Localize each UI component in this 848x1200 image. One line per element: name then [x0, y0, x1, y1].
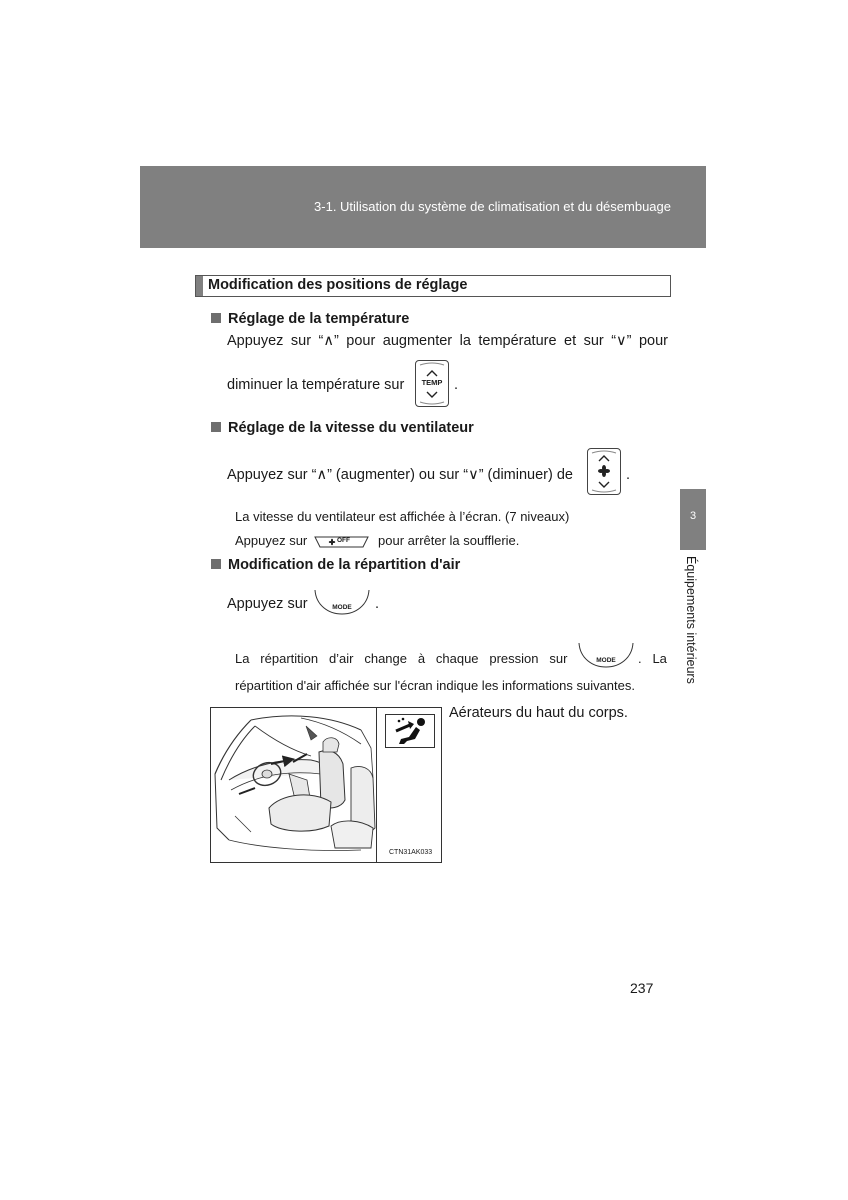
square-bullet-icon — [211, 422, 221, 432]
fan-speed-button[interactable] — [587, 448, 621, 495]
section-marker — [196, 276, 203, 296]
chevron-up-icon — [427, 371, 437, 376]
chapter-side-label-text: Équipements intérieurs — [684, 556, 698, 684]
air-heading-text: Modification de la répartition d'air — [228, 557, 461, 573]
off-button-label: OFF — [337, 537, 350, 544]
upper-body-vent-icon — [385, 714, 435, 748]
temp-button-label: TEMP — [421, 378, 443, 387]
chevron-down-icon — [599, 482, 609, 487]
temp-button[interactable] — [415, 360, 449, 407]
mode-button-inline[interactable] — [578, 642, 634, 668]
fan-line1: Appuyez sur “∧” (augmenter) ou sur “∨” (diminuer) de — [227, 467, 573, 483]
air-note-line2: répartition d'air affichée sur l'écran indique les informations suivantes. — [235, 678, 635, 693]
chevron-down-icon — [427, 392, 437, 397]
temperature-line2-end: . — [454, 377, 459, 393]
figure-code: CTN31AK033 — [389, 849, 433, 856]
chevron-up-icon — [599, 456, 609, 461]
temperature-line1: Appuyez sur “∧” pour augmenter la température et sur “∨” pour — [227, 333, 668, 349]
breadcrumb: 3-1. Utilisation du système de climatisation et du désembuage — [314, 199, 671, 214]
page-number: 237 — [630, 980, 654, 996]
air-note-line1 — [235, 651, 567, 666]
chapter-header — [140, 166, 706, 248]
chapter-tab-number: 3 — [689, 510, 697, 522]
fan-heading — [211, 420, 474, 436]
fan-line1-end: . — [626, 467, 631, 483]
section-title-box — [195, 275, 671, 297]
fan-note-off — [235, 533, 307, 548]
fan-heading-text: Réglage de la vitesse du ventilateur — [228, 420, 474, 436]
temperature-heading-text: Réglage de la température — [228, 311, 410, 327]
air-note-line1-after: . La — [638, 651, 667, 666]
fan-icon — [598, 465, 610, 477]
air-note-line1-before: La répartition d’air change à chaque pression sur — [235, 651, 568, 666]
square-bullet-icon — [211, 313, 221, 323]
mode-button[interactable] — [314, 589, 370, 615]
air-heading — [211, 557, 460, 573]
chapter-tab[interactable] — [680, 489, 706, 550]
mode-button-label: MODE — [332, 604, 352, 611]
square-bullet-icon — [211, 559, 221, 569]
temperature-line2-text: diminuer la température sur — [227, 377, 405, 393]
figure-divider — [376, 708, 377, 862]
fan-note-off-after: pour arrêter la soufflerie. — [378, 533, 520, 548]
fan-note-levels: La vitesse du ventilateur est affichée à l’écran. (7 niveaux) — [235, 509, 570, 524]
car-interior-figure — [210, 707, 442, 863]
air-line1-end: . — [375, 596, 380, 612]
air-line1: Appuyez sur — [227, 596, 308, 612]
chapter-side-label — [682, 556, 702, 696]
fan-note-off-before: Appuyez sur — [235, 533, 308, 548]
fan-off-button[interactable] — [314, 535, 369, 547]
figure-caption: Aérateurs du haut du corps. — [449, 705, 628, 721]
mode-button-inline-label: MODE — [596, 657, 616, 664]
section-title: Modification des positions de réglage — [208, 277, 468, 293]
temperature-heading — [211, 311, 409, 327]
temperature-line2 — [227, 377, 404, 393]
